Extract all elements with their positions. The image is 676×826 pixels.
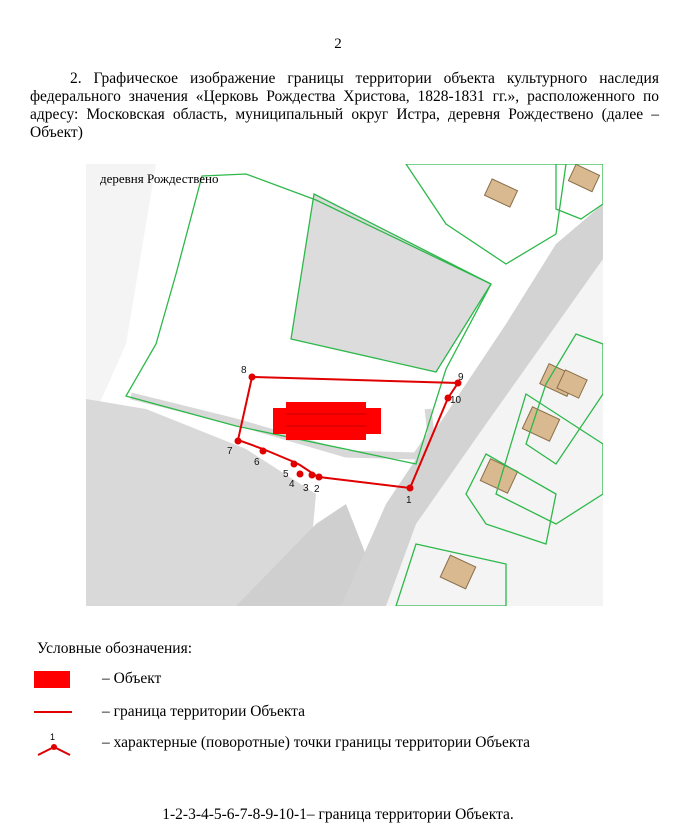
- boundary-point-1: [407, 485, 414, 492]
- legend-points-row: [34, 731, 530, 755]
- legend-object-row: [34, 670, 161, 688]
- turning-point-icon: [34, 731, 94, 755]
- point-label-7: 7: [227, 446, 233, 457]
- boundary-point-7: [235, 438, 242, 445]
- point-label-1: 1: [406, 495, 412, 506]
- boundary-map: [86, 164, 603, 606]
- boundary-line-swatch: [34, 700, 94, 724]
- page-number: 2: [334, 36, 342, 52]
- legend-title: Условные обозначения:: [37, 640, 193, 657]
- point-label-2: 2: [314, 484, 320, 495]
- point-label-4: 4: [289, 479, 295, 490]
- point-label-8: 8: [241, 365, 247, 376]
- place-label: деревня Рождествено: [100, 171, 219, 186]
- boundary-point-4: [297, 471, 304, 478]
- boundary-point-5: [291, 461, 298, 468]
- point-label-3: 3: [303, 483, 309, 494]
- boundary-point-8: [249, 374, 256, 381]
- object-swatch: [34, 671, 70, 688]
- legend-boundary-row: [34, 700, 305, 724]
- boundary-point-2: [316, 474, 323, 481]
- point-label-6: 6: [254, 457, 260, 468]
- legend-boundary-text: – граница территории Объекта: [102, 703, 305, 720]
- boundary-sequence: 1-2-3-4-5-6-7-8-9-10-1– граница территории Объекта.: [162, 806, 514, 823]
- point-label-9: 9: [458, 372, 464, 383]
- point-label-5: 5: [283, 469, 289, 480]
- boundary-point-6: [260, 448, 267, 455]
- legend-point-number: 1: [50, 732, 56, 742]
- legend-object-text: – Объект: [102, 670, 162, 687]
- boundary-point-3: [309, 472, 316, 479]
- intro-paragraph: 2. Графическое изображение границы территории объекта культурного наследия федерального значения «Церковь Рождества Христова, 1828-1831 гг.», расположенного по адресу: Московская область, муниципальный округ Истра, деревня Рождествено (далее – Объект): [30, 70, 659, 141]
- legend-points-text: – характерные (поворотные) точки границы территории Объекта: [102, 734, 531, 751]
- point-label-10: 10: [450, 395, 462, 406]
- map-canvas: [86, 164, 603, 606]
- church-object: [273, 402, 381, 440]
